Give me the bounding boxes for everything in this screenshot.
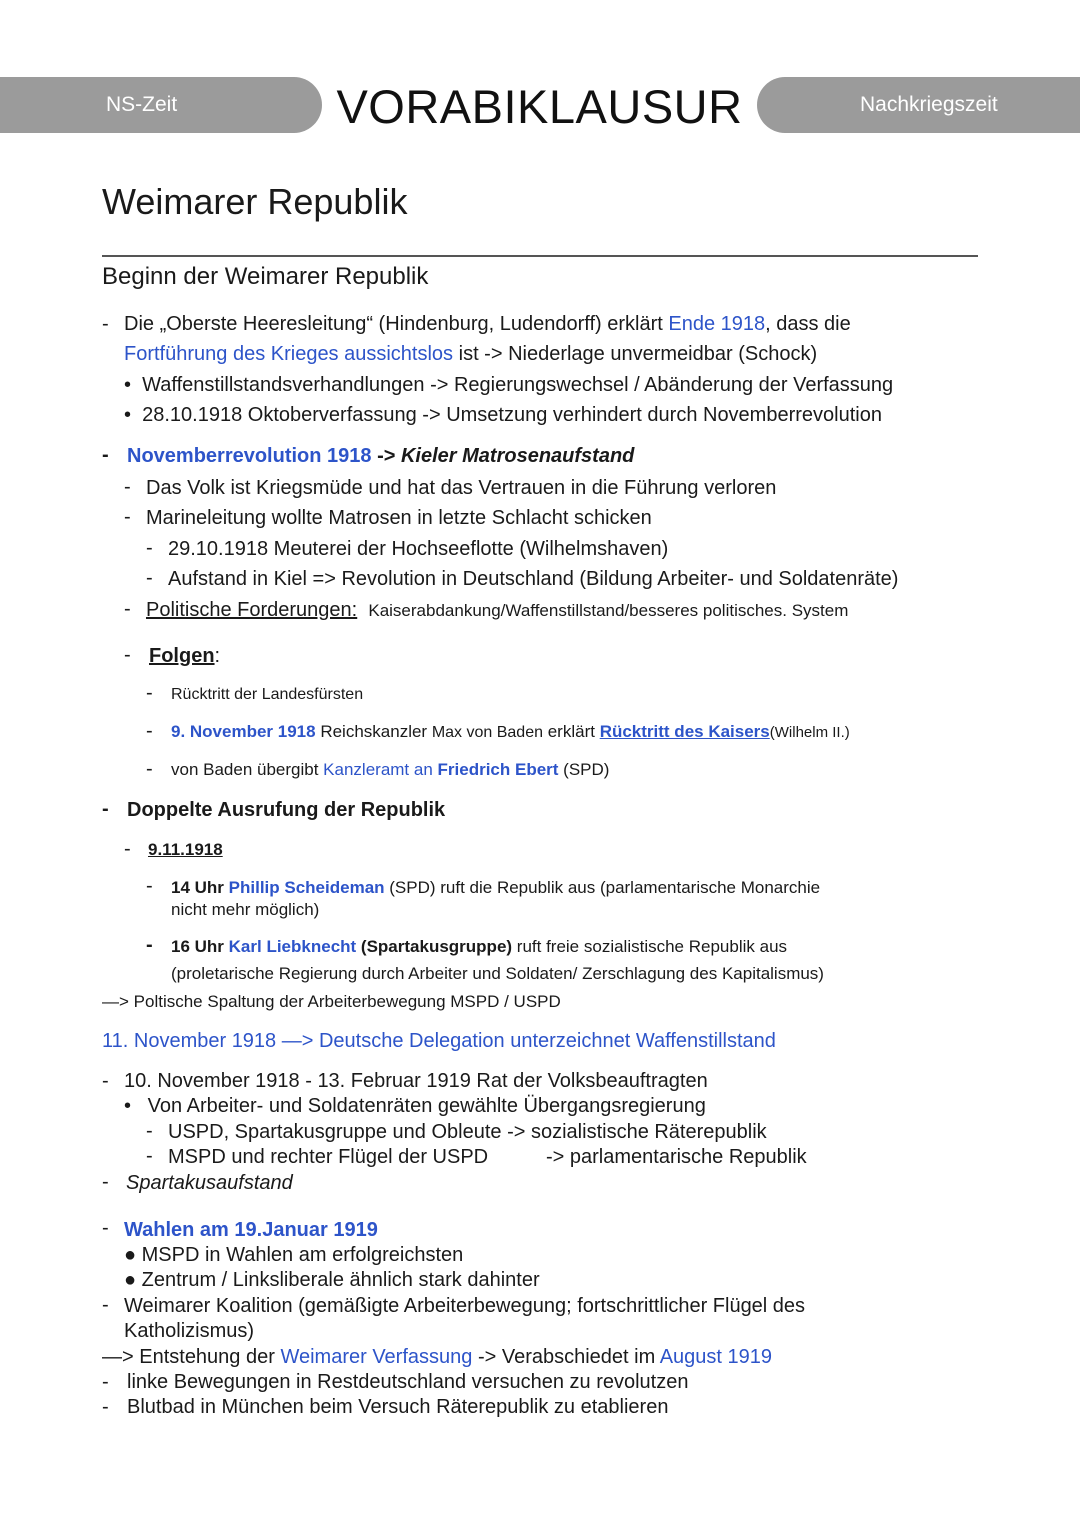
dash-marker: - <box>102 444 109 466</box>
text-line: 14 Uhr Phillip Scheideman (SPD) ruft die Republik aus (parlamentarische Monarchie <box>171 878 821 897</box>
bullet-item: ● Zentrum / Linksliberale ähnlich stark dahinter <box>124 1269 540 1291</box>
bullet-item: • Von Arbeiter- und Soldatenräten gewählte Übergangsregierung <box>124 1095 706 1117</box>
dash-marker: - <box>124 476 131 498</box>
text-line: 16 Uhr Karl Liebknecht (Spartakusgruppe) ruft freie sozialistische Republik aus <box>171 937 788 956</box>
document-title: VORABIKLAUSUR <box>336 80 743 133</box>
text-line: MSPD und rechter Flügel der USPD <box>168 1146 489 1168</box>
dash-marker: - <box>102 1070 109 1092</box>
dash-marker: - <box>124 598 131 620</box>
dash-marker: - <box>102 1171 109 1193</box>
dash-marker: - <box>146 1120 153 1142</box>
text-line: Marineleitung wollte Matrosen in letzte Schlacht schicken <box>146 507 652 529</box>
text-line: 9. November 1918 Reichskanzler Max von Baden erklärt Rücktritt des Kaisers(Wilhelm II.) <box>171 722 850 741</box>
dash-marker: - <box>124 838 131 860</box>
dash-marker: - <box>146 567 153 589</box>
text-line: —> Poltische Spaltung der Arbeiterbewegung MSPD / USPD <box>102 992 561 1011</box>
bullet-item: • Waffenstillstandsverhandlungen -> Regierungswechsel / Abänderung der Verfassung <box>124 374 894 396</box>
text-line: Blutbad in München beim Versuch Räterepublik zu etablieren <box>127 1396 669 1418</box>
dash-marker: - <box>146 682 153 704</box>
dash-marker: - <box>146 875 153 897</box>
tab-nachkriegszeit-label: Nachkriegszeit <box>860 93 998 116</box>
tab-ns-zeit[interactable] <box>0 77 322 133</box>
text-line: —> Entstehung der Weimarer Verfassung -> Verabschiedet im August 1919 <box>102 1346 773 1368</box>
text-line: Spartakusaufstand <box>126 1172 293 1194</box>
text-line: Katholizismus) <box>124 1320 255 1342</box>
page-title: Weimarer Republik <box>102 181 408 222</box>
dash-marker: - <box>102 1396 109 1418</box>
section-heading-novemberrevolution: Novemberrevolution 1918 -> Kieler Matrosenaufstand <box>127 445 635 467</box>
section-heading-doppelte-ausrufung: Doppelte Ausrufung der Republik <box>127 799 446 821</box>
text-line: Das Volk ist Kriegsmüde und hat das Vertrauen in die Führung verloren <box>146 477 777 499</box>
text-line: nicht mehr möglich) <box>171 900 320 919</box>
text-line: 29.10.1918 Meuterei der Hochseeflotte (Wilhelmshaven) <box>168 538 669 560</box>
text-line: Fortführung des Krieges aussichtslos ist -> Niederlage unvermeidbar (Schock) <box>124 343 818 365</box>
text-line: Rücktritt der Landesfürsten <box>171 686 364 703</box>
dash-marker: - <box>124 644 131 666</box>
dash-marker: - <box>102 798 109 820</box>
folgen-heading: Folgen: <box>149 645 221 667</box>
text-line: Die „Oberste Heeresleitung“ (Hindenburg, Ludendorff) erklärt Ende 1918, dass die <box>124 313 851 335</box>
section-heading-wahlen: Wahlen am 19.Januar 1919 <box>124 1219 378 1241</box>
text-line: USPD, Spartakusgruppe und Obleute -> sozialistische Räterepublik <box>168 1121 767 1143</box>
dash-marker: - <box>102 313 109 335</box>
tab-ns-zeit-label: NS-Zeit <box>106 93 178 116</box>
dash-marker: - <box>102 1294 109 1316</box>
dash-marker: - <box>146 720 153 742</box>
dash-marker: - <box>146 758 153 780</box>
text-line: (proletarische Regierung durch Arbeiter und Soldaten/ Zerschlagung des Kapitalismus) <box>171 964 824 983</box>
bullet-item: ● MSPD in Wahlen am erfolgreichsten <box>124 1244 464 1266</box>
text-line: -> parlamentarische Republik <box>546 1146 807 1168</box>
text-line: Politische Forderungen: Kaiserabdankung/Waffenstillstand/besseres politisches. System <box>146 599 849 621</box>
dash-marker: - <box>146 1145 153 1167</box>
tab-nachkriegszeit[interactable] <box>757 77 1080 133</box>
dash-marker: - <box>102 1371 109 1393</box>
dash-marker: - <box>146 537 153 559</box>
date-heading: 9.11.1918 <box>148 840 223 859</box>
dash-marker: - <box>124 506 131 528</box>
bullet-item: • 28.10.1918 Oktoberverfassung -> Umsetzung verhindert durch Novemberrevolution <box>124 404 882 426</box>
text-line: Aufstand in Kiel => Revolution in Deutschland (Bildung Arbeiter- und Soldatenräte) <box>168 568 899 590</box>
text-line: linke Bewegungen in Restdeutschland versuchen zu revolutzen <box>127 1371 689 1393</box>
dash-marker: - <box>146 934 153 956</box>
text-line: 10. November 1918 - 13. Februar 1919 Rat der Volksbeauftragten <box>124 1070 708 1092</box>
text-line: Weimarer Koalition (gemäßigte Arbeiterbewegung; fortschrittlicher Flügel des <box>124 1295 806 1317</box>
armistice-line: 11. November 1918 —> Deutsche Delegation unterzeichnet Waffenstillstand <box>102 1030 776 1052</box>
title-divider <box>102 255 978 257</box>
text-line: von Baden übergibt Kanzleramt an Friedrich Ebert (SPD) <box>171 760 610 779</box>
section-title: Beginn der Weimarer Republik <box>102 263 429 290</box>
dash-marker: - <box>102 1217 109 1239</box>
